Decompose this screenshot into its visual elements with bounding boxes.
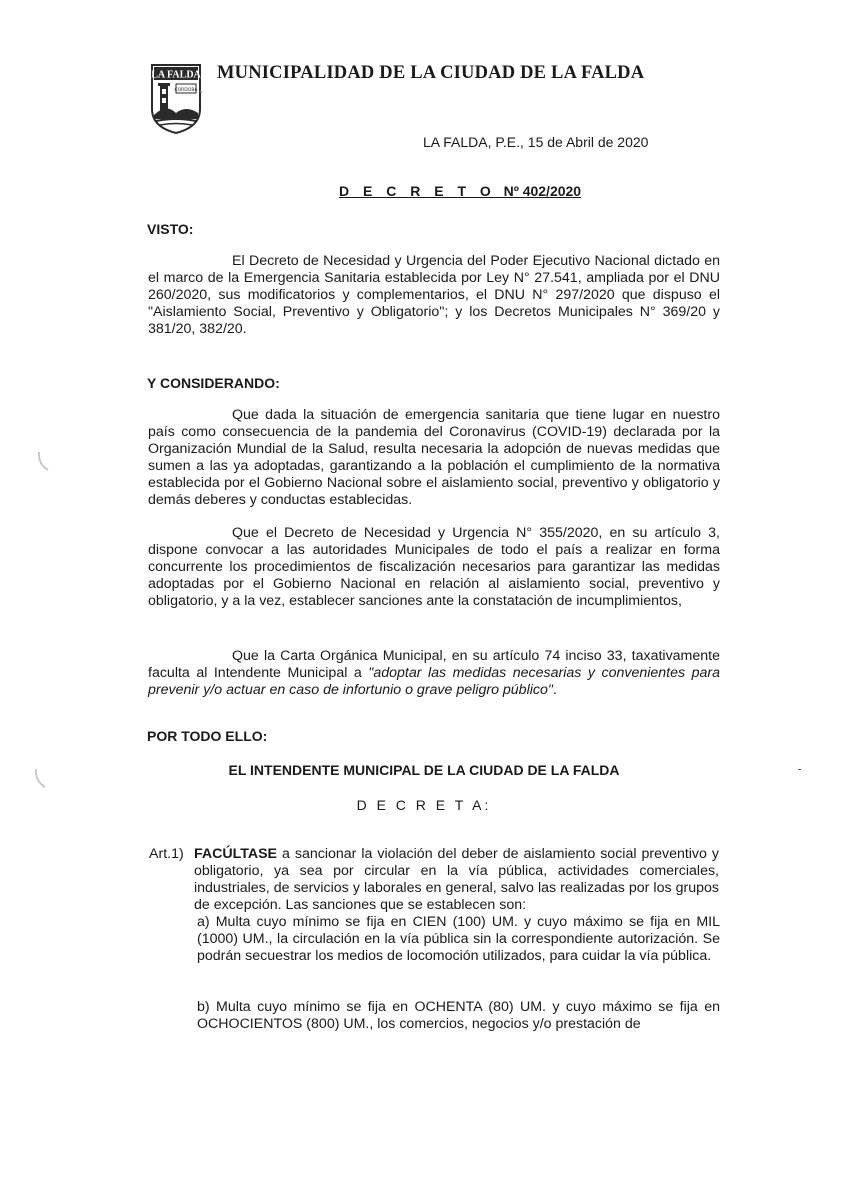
decree-title: [339, 183, 581, 199]
place-and-date: LA FALDA, P.E., 15 de Abril de 2020: [423, 134, 649, 150]
decree-word: D E C R E T O: [339, 183, 496, 199]
considerando-paragraph-2: Que el Decreto de Necesidad y Urgencia N° 355/2020, en su artículo 3, dispone convocar a las autoridades Municipales de todo el país a realizar en forma concurrente los procedimientos de fiscalización necesarios para garantizar las medidas adoptadas por el Gobierno Nacional en relación al aislamiento social, preventivo y obligatorio, y a la vez, establecer sanciones ante la constatación de incumplimientos,: [148, 525, 720, 609]
decreta-heading: D E C R E T A:: [356, 797, 492, 813]
intendente-heading: EL INTENDENTE MUNICIPAL DE LA CIUDAD DE LA FALDA: [228, 762, 620, 778]
visto-heading: VISTO:: [147, 221, 194, 237]
considerando-paragraph-1: Que dada la situación de emergencia sanitaria que tiene lugar en nuestro país como consecuencia de la pandemia del Coronavirus (COVID-19) declarada por la Organización Mundial de la Salud, resulta necesaria la adopción de nuevas medidas que sumen a las ya adoptadas, garantizando a la población el cumplimiento de la normativa establecida por el Gobierno Nacional sobre el aislamiento social, preventivo y obligatorio y demás deberes y conductas establecidas.: [148, 407, 720, 508]
crest-text-side: CORDOBA: [174, 88, 198, 93]
punch-hole-shadow: [33, 765, 59, 791]
carta-intro: Que la Carta Orgánica Municipal, en su artículo 74 inciso 33, taxativamente faculta al Intendente Municipal a: [148, 648, 720, 681]
crest-text-top: LA FALDA: [151, 69, 201, 81]
considerando-heading: Y CONSIDERANDO:: [147, 375, 280, 391]
municipal-crest-logo: [150, 63, 202, 135]
article-1-text: a sancionar la violación del deber de aislamiento social preventivo y obligatorio, ya sea por circular en la vía pública, actividades comerciales, industriales, de servicios y laborales en general, salvo las realizadas por los grupos de excepción. Las sanciones que se establecen son:: [194, 846, 719, 913]
carta-end: .: [552, 682, 557, 698]
scan-speck: [798, 769, 801, 770]
punch-hole-shadow: [36, 448, 62, 474]
article-1-item-a: a) Multa cuyo mínimo se fija en CIEN (100) UM. y cuyo máximo se fija en MIL (1000) UM., la circulación en la vía pública sin la correspondiente autorización. Se podrán secuestrar los medios de locomoción utilizados, para cuidar la vía pública.: [197, 914, 720, 964]
article-1-label: Art.1): [149, 846, 184, 862]
decree-number: Nº 402/2020: [503, 183, 582, 199]
carta-quote: "adoptar las medidas necesarias y convenientes para prevenir y/o actuar en caso de infortunio o grave peligro público": [148, 665, 720, 698]
por-todo-ello-heading: POR TODO ELLO:: [147, 728, 268, 744]
article-1-item-b: b) Multa cuyo mínimo se fija en OCHENTA (80) UM. y cuyo máximo se fija en OCHOCIENTOS (800) UM., los comercios, negocios y/o prestación de: [197, 999, 720, 1032]
article-1-body: [194, 846, 719, 914]
municipality-title: MUNICIPALIDAD DE LA CIUDAD DE LA FALDA: [217, 63, 645, 83]
considerando-paragraph-carta: [148, 648, 720, 699]
visto-paragraph: El Decreto de Necesidad y Urgencia del Poder Ejecutivo Nacional dictado en el marco de la Emergencia Sanitaria establecida por Ley N° 27.541, ampliada por el DNU 260/2020, sus modificatorios y complementarios, el DNU N° 297/2020 que dispuso el "Aislamiento Social, Preventivo y Obligatorio"; y los Decretos Municipales N° 369/20 y 381/20, 382/20.: [148, 253, 720, 337]
article-1-keyword: FACÚLTASE: [194, 846, 278, 862]
